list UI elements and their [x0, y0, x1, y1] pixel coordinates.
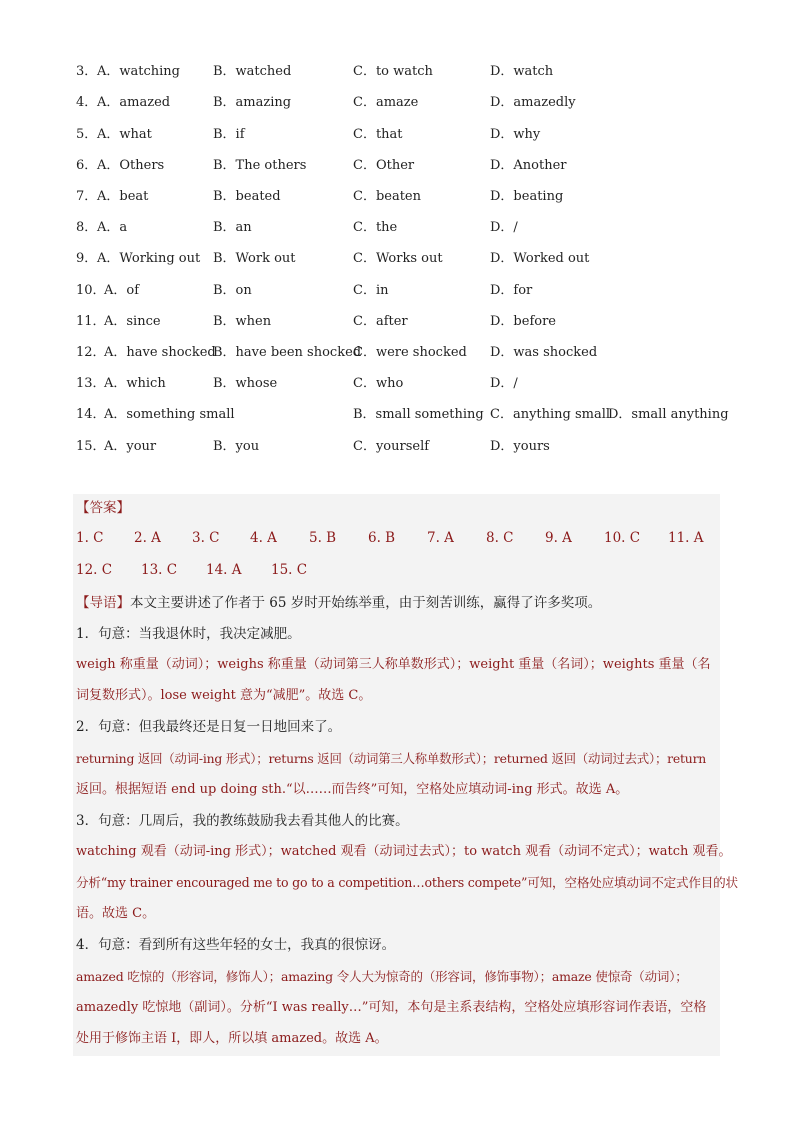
explanation-line: returning 返回（动词-ing 形式）；returns 返回（动词第三人称单数形式）；returned 返回（动词过去式）；return [76, 751, 707, 766]
option-c: C．the [353, 220, 398, 235]
explanation-line: 处用于修饰主语 I，即人，所以填 amazed。故选 A。 [76, 1031, 388, 1046]
option-a: A．which [104, 376, 166, 391]
explanation-line: 分析“my trainer encouraged me to go to a competition…others compete”可知，空格处应填动词不定式作目的状 [76, 875, 738, 890]
answer-item: 3. C [192, 530, 220, 546]
option-c: C．were shocked [353, 345, 467, 360]
question-number: 9． [76, 251, 98, 266]
option-d: D．beating [490, 189, 564, 204]
option-c: C．amaze [353, 95, 419, 110]
option-d: D．Another [490, 158, 567, 173]
option-c: C．to watch [353, 64, 433, 79]
option-a: A．beat [97, 189, 149, 204]
option-b: B．you [213, 439, 260, 454]
explanation-head: 2．句意：但我最终还是日复一日地回来了。 [76, 719, 342, 735]
question-number: 4． [76, 95, 98, 110]
question-number: 10． [76, 283, 106, 298]
explanation-line: weigh 称重量（动词）；weighs 称重量（动词第三人称单数形式）；weight 重量（名词）；weights 重量（名 [76, 657, 711, 672]
question-number: 8． [76, 220, 98, 235]
option-a: A．what [97, 127, 152, 142]
guide-label: 【导语】 [76, 595, 130, 611]
option-c: C．anything small [490, 407, 611, 422]
explanation-line: amazedly 吃惊地（副词）。分析“I was really…”可知，本句是主系表结构，空格处应填形容词作表语，空格 [76, 1000, 707, 1015]
question-number: 12． [76, 345, 106, 360]
option-a: A．watching [97, 64, 180, 79]
question-number: 3． [76, 64, 98, 79]
guide-text: 本文主要讲述了作者于 65 岁时开始练举重，由于刻苦训练，赢得了许多奖项。 [130, 595, 602, 611]
option-a: A．Others [97, 158, 165, 173]
option-c: C．Works out [353, 251, 443, 266]
option-a: A．amazed [97, 95, 171, 110]
option-b: B．Work out [213, 251, 296, 266]
option-c: C．after [353, 314, 408, 329]
explanation-line: amazed 吃惊的（形容词，修饰人）；amazing 令人大为惊奇的（形容词，修饰事物）；amaze 使惊奇（动词）； [76, 969, 688, 984]
explanation-line: 词复数形式）。lose weight 意为“减肥”。故选 C。 [76, 688, 372, 703]
option-b: B．on [213, 283, 252, 298]
option-d: D．/ [490, 376, 518, 391]
option-a: A．of [104, 283, 140, 298]
option-a: A．Working out [97, 251, 201, 266]
option-a: A．since [104, 314, 161, 329]
question-number: 13． [76, 376, 106, 391]
option-b: B．whose [213, 376, 278, 391]
option-c: C．that [353, 127, 403, 142]
option-d: D．watch [490, 64, 554, 79]
option-b: B．amazing [213, 95, 292, 110]
answer-item: 10. C [604, 530, 641, 546]
option-b: B．when [213, 314, 272, 329]
answer-item: 13. C [141, 562, 178, 578]
question-number: 15． [76, 439, 106, 454]
answer-item: 6. B [368, 530, 396, 546]
option-c: C．beaten [353, 189, 422, 204]
option-c: C．Other [353, 158, 415, 173]
question-number: 5． [76, 127, 98, 142]
option-c: C．who [353, 376, 404, 391]
option-b: B．an [213, 220, 252, 235]
option-d: D．before [490, 314, 556, 329]
option-b: B．beated [213, 189, 281, 204]
answer-heading: 【答案】 [76, 500, 130, 516]
answer-item: 1. C [76, 530, 104, 546]
question-number: 11． [76, 314, 106, 329]
option-d: D．for [490, 283, 533, 298]
option-d: D．yours [490, 439, 550, 454]
option-c: C．yourself [353, 439, 430, 454]
option-d: D．Worked out [490, 251, 590, 266]
option-d: D．amazedly [490, 95, 576, 110]
answer-item: 7. A [427, 530, 454, 546]
explanation-head: 1．句意：当我退休时，我决定减肥。 [76, 626, 301, 642]
option-d: D．small anything [608, 407, 729, 422]
option-d: D．was shocked [490, 345, 598, 360]
option-a: A．something small [104, 407, 235, 422]
question-number: 6． [76, 158, 98, 173]
answer-item: 9. A [545, 530, 572, 546]
explanation-line: watching 观看（动词-ing 形式）；watched 观看（动词过去式）；to watch 观看（动词不定式）；watch 观看。 [76, 844, 732, 859]
option-a: A．have shocked [104, 345, 216, 360]
answer-item: 15. C [271, 562, 308, 578]
answer-item: 14. A [206, 562, 242, 578]
answer-item: 8. C [486, 530, 514, 546]
option-b: B．if [213, 127, 245, 142]
option-c: C．in [353, 283, 389, 298]
guide-line [76, 593, 601, 613]
option-b: B．small something [353, 407, 484, 422]
option-b: B．The others [213, 158, 307, 173]
option-a: A．a [97, 220, 128, 235]
answer-item: 5. B [309, 530, 337, 546]
question-number: 14． [76, 407, 106, 422]
option-b: B．have been shocked [213, 345, 362, 360]
explanation-head: 3．句意：几周后，我的教练鼓励我去看其他人的比赛。 [76, 813, 409, 829]
answer-item: 11. A [668, 530, 704, 546]
option-a: A．your [104, 439, 157, 454]
option-b: B．watched [213, 64, 292, 79]
explanation-head: 4．句意：看到所有这些年轻的女士，我真的很惊讶。 [76, 937, 396, 953]
answer-item: 2. A [134, 530, 161, 546]
question-number: 7． [76, 189, 98, 204]
option-d: D．/ [490, 220, 518, 235]
answer-item: 12. C [76, 562, 113, 578]
answer-item: 4. A [250, 530, 277, 546]
option-d: D．why [490, 127, 541, 142]
explanation-line: 返回。根据短语 end up doing sth.“以……而告终”可知，空格处应填动词-ing 形式。故选 A。 [76, 782, 629, 797]
explanation-line: 语。故选 C。 [76, 906, 156, 921]
